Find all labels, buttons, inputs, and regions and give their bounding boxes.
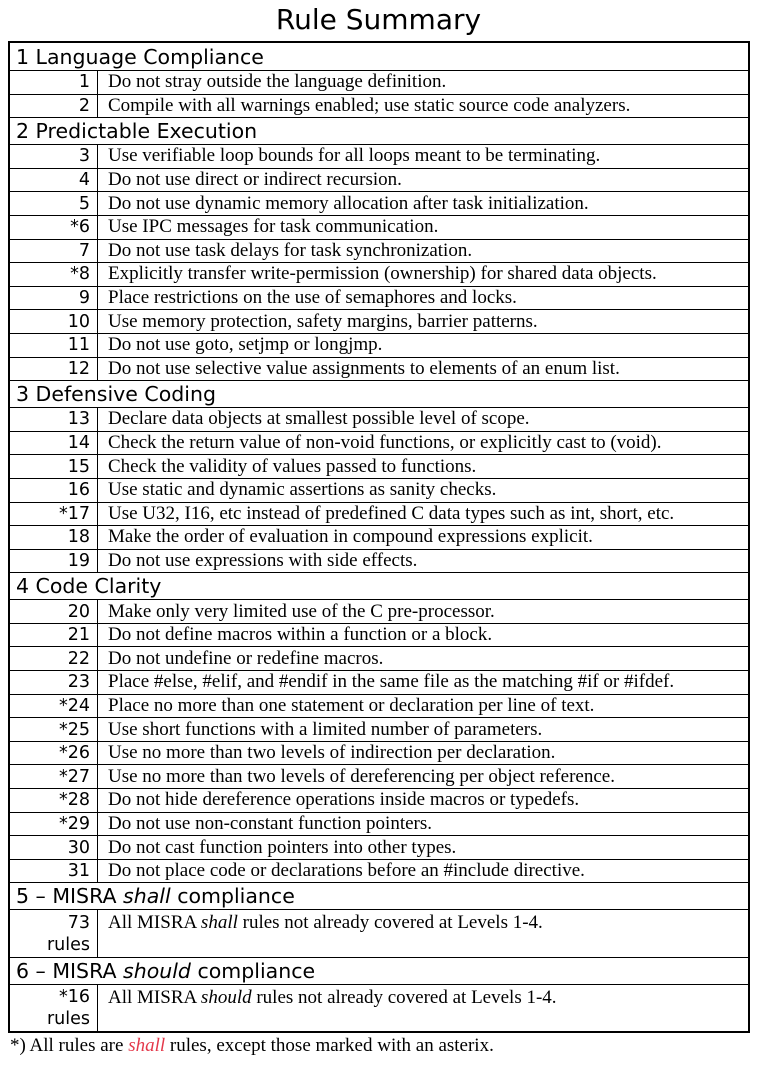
text-segment: Check the validity of values passed to functions. (108, 455, 477, 477)
rule-number: 13 (67, 409, 90, 430)
text-segment: Explicitly transfer write-permission (ownership) for shared data objects. (108, 263, 657, 285)
text-segment: rules not already covered at Levels 1-4. (251, 986, 557, 1008)
table-row (10, 168, 748, 192)
rule-text (98, 910, 748, 956)
table-row (10, 191, 748, 215)
text-segment: Use U32, I16, etc instead of predefined C data types such as int, short, etc. (108, 502, 675, 524)
rule-text (98, 985, 748, 1031)
table-row (10, 549, 748, 573)
table-row (10, 70, 748, 94)
rule-number: 3 (78, 146, 90, 167)
rule-number-cell (10, 263, 98, 286)
text-segment: compliance (190, 958, 316, 983)
text-segment: Do not use expressions with side effects. (108, 549, 418, 571)
rule-number: 12 (67, 358, 90, 379)
rule-number-cell (10, 334, 98, 357)
table-row (10, 333, 748, 357)
emphasized-text: should (123, 958, 191, 983)
rule-number-cell (10, 671, 98, 694)
text-segment: Use IPC messages for task communication. (108, 216, 439, 238)
text-segment: 4 Code Clarity (16, 574, 162, 599)
rule-number: 5 (78, 193, 90, 214)
rule-number-cell (10, 192, 98, 215)
table-row (10, 431, 748, 455)
rule-text (98, 240, 748, 263)
rule-text (98, 503, 748, 526)
rule-number-cell (10, 526, 98, 549)
table-row (10, 478, 748, 502)
rule-text (98, 836, 748, 859)
rule-text (98, 192, 748, 215)
text-segment: Do not undefine or redefine macros. (108, 647, 384, 669)
rule-text (98, 145, 748, 168)
text-segment: Do not use task delays for task synchronization. (108, 239, 473, 261)
rule-number-cell (10, 860, 98, 883)
table-row (10, 94, 748, 118)
rule-number: 9 (78, 288, 90, 309)
text-segment: 5 – MISRA (16, 884, 124, 909)
text-segment: Use short functions with a limited number of parameters. (108, 718, 543, 740)
rule-number: 31 (67, 861, 90, 882)
rule-number-cell (10, 310, 98, 333)
text-segment: Use no more than two levels of dereferencing per object reference. (108, 765, 615, 787)
rule-number: *29 (58, 813, 90, 834)
table-row (10, 694, 748, 718)
rule-number-cell (10, 550, 98, 573)
rule-text (98, 358, 748, 381)
rule-text (98, 169, 748, 192)
table-row (10, 670, 748, 694)
table-row (10, 788, 748, 812)
text-segment: Use static and dynamic assertions as sanity checks. (108, 479, 497, 501)
table-row (10, 909, 748, 956)
rule-number-cell (10, 240, 98, 263)
text-segment: Do not cast function pointers into other types. (108, 836, 457, 858)
rule-number: *27 (58, 766, 90, 787)
rule-number: 18 (67, 527, 90, 548)
rule-number-cell (10, 216, 98, 239)
rule-text (98, 600, 748, 623)
rule-number: *16 (58, 986, 90, 1007)
text-segment: Use no more than two levels of indirection per declaration. (108, 742, 556, 764)
page-title: Rule Summary (275, 3, 482, 36)
rule-number-cell (10, 985, 98, 1031)
rule-number: 14 (67, 433, 90, 454)
rule-number-cell (10, 479, 98, 502)
table-row (10, 859, 748, 883)
table-row (10, 623, 748, 647)
rule-text (98, 550, 748, 573)
rule-number-cell (10, 647, 98, 670)
table-row (10, 812, 748, 836)
rule-text (98, 95, 748, 118)
text-segment: Make only very limited use of the C pre-processor. (108, 600, 495, 622)
text-segment: Do not stray outside the language definition. (108, 71, 447, 93)
rule-text (98, 624, 748, 647)
rule-text (98, 742, 748, 765)
rule-text (98, 526, 748, 549)
table-row (10, 286, 748, 310)
table-row (10, 741, 748, 765)
table-row (10, 764, 748, 788)
rule-number-cell (10, 287, 98, 310)
section-row (10, 380, 748, 407)
rule-number-cell (10, 455, 98, 478)
rule-number: 7 (78, 240, 90, 261)
rule-number: 2 (78, 95, 90, 116)
emphasized-text: shall (123, 884, 171, 909)
text-segment: Declare data objects at smallest possible level of scope. (108, 408, 530, 430)
rule-number: 11 (67, 335, 90, 356)
emphasized-text: should (200, 986, 252, 1008)
text-segment: Do not use direct or indirect recursion. (108, 169, 402, 191)
rule-number-cell (10, 145, 98, 168)
rule-table (8, 41, 750, 1033)
table-row (10, 835, 748, 859)
section-row (10, 572, 748, 599)
section-title (16, 884, 295, 908)
footnote (10, 1035, 494, 1057)
rule-text (98, 310, 748, 333)
table-row (10, 144, 748, 168)
rule-number: 73 (67, 912, 90, 933)
rule-number: *28 (58, 790, 90, 811)
section-title (16, 959, 315, 983)
rule-text (98, 216, 748, 239)
rule-number-cell (10, 695, 98, 718)
rule-number-cell (10, 742, 98, 765)
text-segment: 1 Language Compliance (16, 44, 264, 69)
rule-number-unit: rules (46, 1008, 90, 1029)
rule-number: 21 (67, 625, 90, 646)
text-segment: Check the return value of non-void functions, or explicitly cast to (void). (108, 432, 662, 454)
footnote-suffix: rules, except those marked with an asterix. (165, 1035, 494, 1056)
text-segment: Compile with all warnings enabled; use static source code analyzers. (108, 94, 631, 116)
table-row (10, 717, 748, 741)
rule-text (98, 647, 748, 670)
rule-number-cell (10, 169, 98, 192)
section-title (16, 119, 257, 143)
rule-text (98, 789, 748, 812)
rule-number-cell (10, 789, 98, 812)
rule-number: 23 (67, 672, 90, 693)
rule-number-cell (10, 95, 98, 118)
section-row (10, 43, 748, 70)
rule-number: 22 (67, 648, 90, 669)
rule-text (98, 432, 748, 455)
rule-number-cell (10, 813, 98, 836)
text-segment: Use memory protection, safety margins, barrier patterns. (108, 310, 538, 332)
rule-number-cell (10, 71, 98, 94)
rule-number-cell (10, 910, 98, 956)
text-segment: Do not use goto, setjmp or longjmp. (108, 334, 383, 356)
rule-number-cell (10, 408, 98, 431)
text-segment: Use verifiable loop bounds for all loops meant to be terminating. (108, 145, 601, 167)
rule-text (98, 263, 748, 286)
rule-number-cell (10, 432, 98, 455)
rule-text (98, 455, 748, 478)
rule-text (98, 71, 748, 94)
rule-number-unit: rules (46, 934, 90, 955)
footnote-prefix: *) All rules are (10, 1035, 129, 1056)
rule-number-cell (10, 358, 98, 381)
table-row (10, 215, 748, 239)
rule-number-cell (10, 503, 98, 526)
text-segment: 6 – MISRA (16, 958, 124, 983)
rule-number: *24 (58, 695, 90, 716)
rule-text (98, 695, 748, 718)
section-title (16, 382, 216, 406)
table-row (10, 262, 748, 286)
text-segment: Do not use non-constant function pointers. (108, 812, 433, 834)
table-row (10, 599, 748, 623)
text-segment: rules not already covered at Levels 1-4. (237, 912, 543, 934)
rule-text (98, 718, 748, 741)
text-segment: compliance (170, 884, 295, 909)
section-row (10, 957, 748, 984)
rule-number: *25 (58, 719, 90, 740)
rule-text (98, 479, 748, 502)
rule-text (98, 860, 748, 883)
table-row (10, 984, 748, 1031)
rule-number: *8 (70, 264, 90, 285)
rule-number: *17 (58, 503, 90, 524)
text-segment: Place no more than one statement or declaration per line of text. (108, 694, 595, 716)
rule-number: *26 (58, 743, 90, 764)
table-row (10, 309, 748, 333)
table-row (10, 454, 748, 478)
text-segment: Do not define macros within a function or a block. (108, 624, 493, 646)
table-row (10, 502, 748, 526)
footnote-emphasis: shall (128, 1035, 166, 1056)
table-row (10, 407, 748, 431)
section-row (10, 882, 748, 909)
rule-text (98, 287, 748, 310)
rule-number: 20 (67, 601, 90, 622)
text-segment: Do not place code or declarations before an #include directive. (108, 860, 585, 882)
rule-number: 19 (67, 550, 90, 571)
text-segment: 2 Predictable Execution (16, 119, 258, 144)
rule-number-cell (10, 624, 98, 647)
rule-number: 15 (67, 456, 90, 477)
rule-number: 4 (78, 170, 90, 191)
text-segment: Make the order of evaluation in compound expressions explicit. (108, 526, 593, 548)
text-segment: Do not hide dereference operations inside macros or typedefs. (108, 789, 580, 811)
rule-number-cell (10, 836, 98, 859)
section-row (10, 117, 748, 144)
rule-number-cell (10, 718, 98, 741)
text-segment: 3 Defensive Coding (16, 382, 216, 407)
section-title (16, 45, 264, 69)
text-segment: Do not use dynamic memory allocation after task initialization. (108, 192, 589, 214)
rule-number: 30 (67, 837, 90, 858)
text-segment: All MISRA (108, 912, 201, 934)
rule-text (98, 671, 748, 694)
rule-text (98, 408, 748, 431)
rule-text (98, 765, 748, 788)
table-row (10, 646, 748, 670)
rule-number: *6 (70, 217, 90, 238)
rule-number: 16 (67, 480, 90, 501)
rule-number-cell (10, 600, 98, 623)
text-segment: All MISRA (108, 986, 201, 1008)
section-title (16, 574, 161, 598)
text-segment: Do not use selective value assignments to elements of an enum list. (108, 357, 620, 379)
rule-number: 1 (78, 72, 90, 93)
rule-text (98, 334, 748, 357)
table-row (10, 239, 748, 263)
text-segment: Place #else, #elif, and #endif in the same file as the matching #if or #ifdef. (108, 671, 675, 693)
rule-number-cell (10, 765, 98, 788)
table-row (10, 525, 748, 549)
emphasized-text: shall (200, 912, 238, 934)
text-segment: Place restrictions on the use of semaphores and locks. (108, 287, 517, 309)
table-row (10, 357, 748, 381)
rule-text (98, 813, 748, 836)
rule-number: 10 (67, 311, 90, 332)
